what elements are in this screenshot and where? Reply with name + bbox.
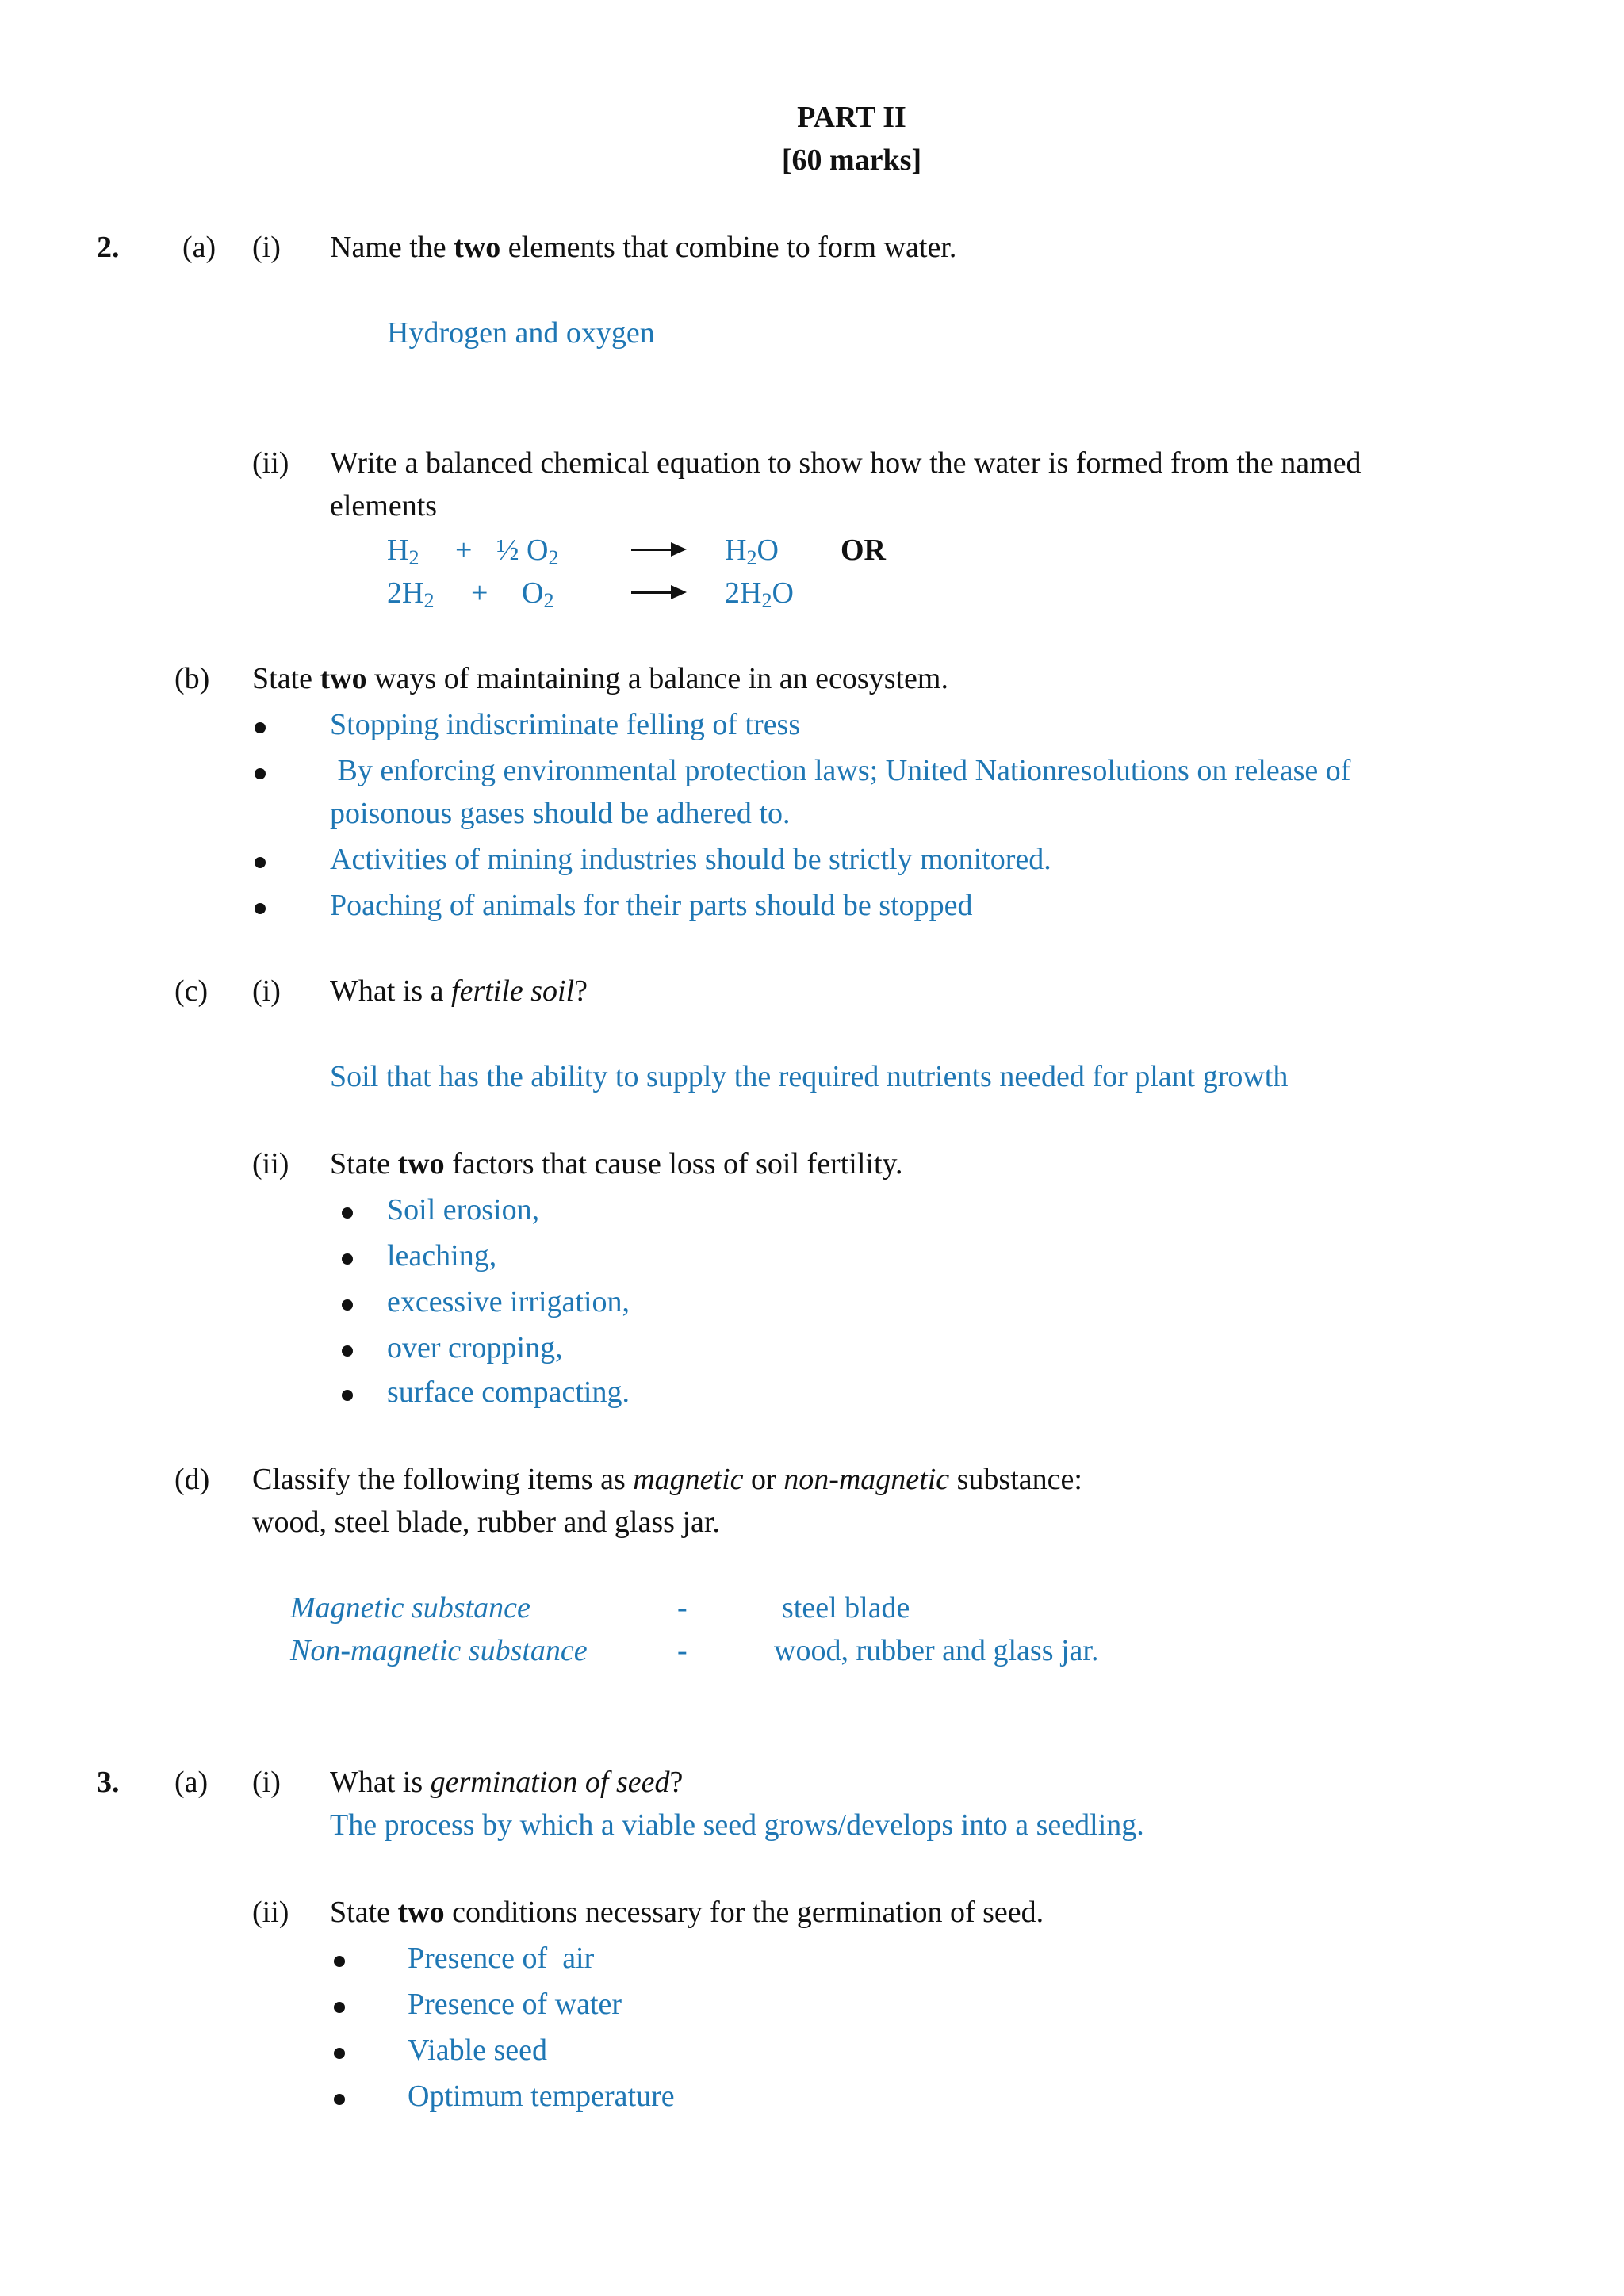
bullet-icon: [255, 722, 266, 733]
list-item: Stopping indiscriminate felling of tress: [330, 708, 801, 741]
reaction-arrow-icon: [631, 591, 684, 594]
list-item: surface compacting.: [387, 1376, 630, 1409]
question-number: 3.: [97, 1766, 120, 1799]
question-text: Write a balanced chemical equation to show how the water is formed from the named: [330, 446, 1362, 480]
bullet-icon: [255, 857, 266, 868]
bullet-icon: [342, 1299, 353, 1311]
question-text: Classify the following items as magnetic or non-magnetic substance:: [252, 1463, 1082, 1496]
list-item: Presence of water: [408, 1988, 622, 2021]
equation-product: $2H_2O$: [725, 576, 794, 612]
subpart-label: (i): [252, 231, 281, 264]
part-label: (d): [174, 1463, 210, 1496]
bullet-icon: [342, 1207, 353, 1219]
question-text: State two ways of maintaining a balance in an ecosystem.: [252, 662, 948, 695]
list-item: Soil erosion,: [387, 1193, 540, 1226]
question-text: State two conditions necessary for the germination of seed.: [330, 1896, 1044, 1929]
equation-product: $H_2O$: [725, 534, 779, 569]
classification-value: steel blade: [782, 1591, 910, 1624]
list-item: over cropping,: [387, 1331, 563, 1364]
classification-dash: -: [677, 1591, 688, 1624]
bullet-icon: [342, 1390, 353, 1401]
equation-plus: +: [455, 534, 473, 567]
list-item: poisonous gases should be adhered to.: [330, 797, 791, 830]
bullet-icon: [255, 903, 266, 914]
equation-reactant: $O_2$: [522, 576, 554, 612]
part-label: (c): [174, 974, 209, 1008]
list-item: Optimum temperature: [408, 2080, 675, 2113]
subpart-label: (ii): [252, 1896, 289, 1929]
bullet-icon: [342, 1345, 353, 1357]
list-item: leaching,: [387, 1239, 497, 1272]
list-item: Poaching of animals for their parts should be stopped: [330, 889, 973, 922]
classification-label: Non-magnetic substance: [290, 1634, 588, 1667]
or-label: OR: [841, 534, 886, 567]
question-text: What is germination of seed?: [330, 1766, 684, 1799]
bullet-icon: [334, 2048, 345, 2059]
question-number: 2.: [97, 231, 120, 264]
bullet-icon: [334, 2094, 345, 2105]
classification-dash: -: [677, 1634, 688, 1667]
answer-text: Hydrogen and oxygen: [387, 316, 655, 350]
subpart-label: (ii): [252, 446, 289, 480]
answer-text: The process by which a viable seed grows/develops into a seedling.: [330, 1808, 1144, 1842]
subpart-label: (ii): [252, 1147, 289, 1181]
bullet-icon: [334, 1956, 345, 1967]
list-item: Viable seed: [408, 2034, 548, 2067]
classification-label: Magnetic substance: [290, 1591, 530, 1624]
answer-text: Soil that has the ability to supply the required nutrients needed for plant growth: [330, 1060, 1289, 1093]
list-item: Presence of air: [408, 1942, 595, 1975]
part-label: (b): [174, 662, 210, 695]
equation-reactant: $2H_2$: [387, 576, 435, 612]
bullet-icon: [255, 768, 266, 779]
list-item: excessive irrigation,: [387, 1285, 630, 1318]
question-text: elements: [330, 489, 438, 522]
question-text: Name the two elements that combine to form water.: [330, 231, 957, 264]
part-label: (a): [182, 231, 216, 264]
bullet-icon: [342, 1253, 353, 1265]
subpart-label: (i): [252, 974, 281, 1008]
subpart-label: (i): [252, 1766, 281, 1799]
bullet-icon: [334, 2002, 345, 2013]
question-text: State two factors that cause loss of soil fertility.: [330, 1147, 903, 1181]
question-text: What is a fertile soil?: [330, 974, 588, 1008]
list-item: By enforcing environmental protection laws; United Nationresolutions on release of: [330, 754, 1351, 787]
equation-plus: +: [471, 576, 488, 610]
part-title: PART II: [797, 101, 906, 134]
list-item: Activities of mining industries should be strictly monitored.: [330, 843, 1051, 876]
part-marks: [60 marks]: [781, 144, 922, 177]
question-text: wood, steel blade, rubber and glass jar.: [252, 1506, 720, 1539]
equation-reactant: ½ $O_2$: [496, 534, 559, 569]
classification-value: wood, rubber and glass jar.: [774, 1634, 1099, 1667]
part-label: (a): [174, 1766, 209, 1799]
reaction-arrow-icon: [631, 549, 684, 551]
equation-reactant: $H_2$: [387, 534, 419, 569]
